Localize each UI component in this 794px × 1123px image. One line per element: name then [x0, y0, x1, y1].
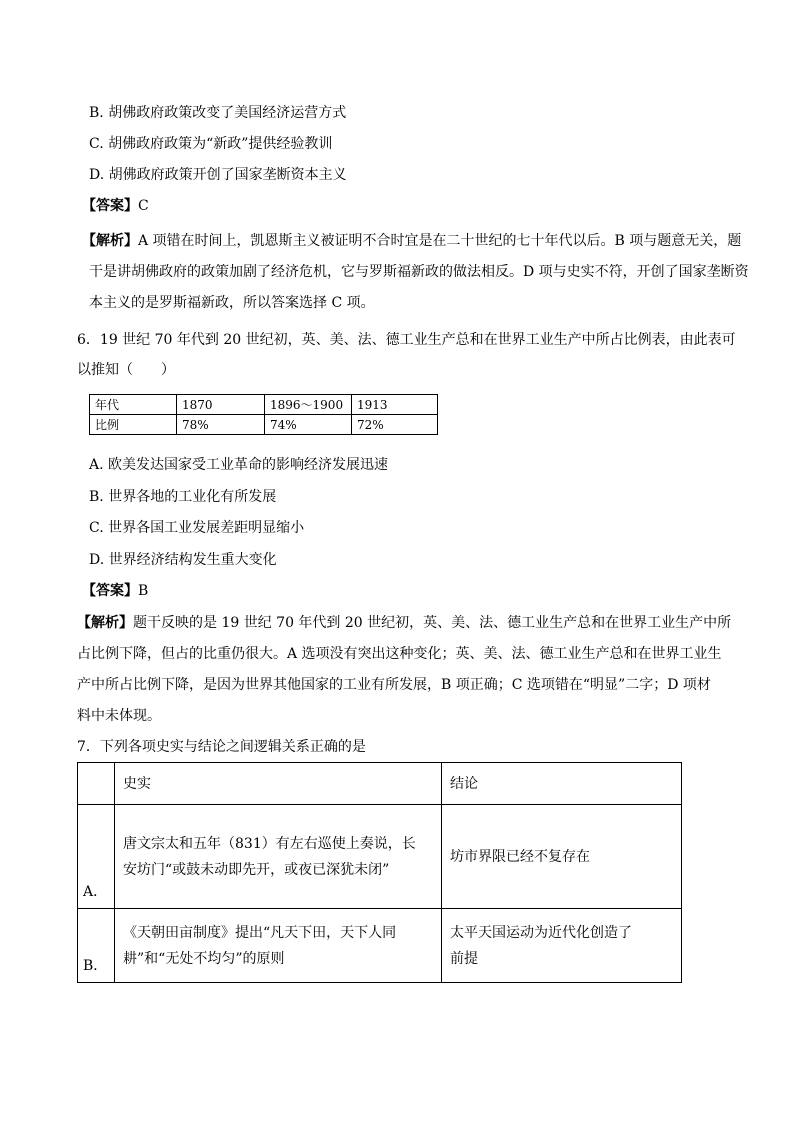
q7-row-b-conclusion-line-2: 前提 — [450, 950, 478, 967]
q5-analysis-line-1 — [82, 231, 741, 251]
q7-row-a-conclusion — [442, 805, 682, 909]
q7-row-b-conclusion — [442, 909, 682, 983]
q5-option-d: D. 胡佛政府政策开创了国家垄断资本主义 — [89, 167, 347, 183]
q7-row-b-fact-line-1: 《天朝田亩制度》提出“凡天下田，天下人同 — [123, 924, 397, 941]
q6-table-ratio-1: 78% — [177, 415, 265, 435]
q5-answer — [82, 196, 149, 216]
q6-table-row-ratios — [90, 415, 438, 435]
q6-option-a: A. 欧美发达国家受工业革命的影响经济发展迅速 — [89, 457, 389, 473]
q7-stem: 7．下列各项史实与结论之间逻辑关系正确的是 — [77, 739, 366, 755]
q5-option-c: C. 胡佛政府政策为“新政”提供经验教训 — [89, 136, 333, 152]
q6-option-c: C. 世界各国工业发展差距明显缩小 — [89, 520, 305, 536]
q5-answer-tag: 【答案】 — [82, 198, 138, 214]
q7-row-a-conclusion-line-1: 坊市界限已经不复存在 — [450, 848, 590, 865]
q6-table-header-label: 年代 — [90, 395, 177, 415]
q5-analysis-line-3: 本主义的是罗斯福新政，所以答案选择 C 项。 — [89, 295, 375, 311]
q5-analysis-line-2: 干是讲胡佛政府的政策加剧了经济危机，它与罗斯福新政的做法相反。D 项与史实不符，开创了国家垄断资 — [89, 264, 749, 280]
q6-stem-line-1: 6．19 世纪 70 年代到 20 世纪初，英、美、法、德工业生产总和在世界工业生产中所占比例表，由此表可 — [77, 332, 736, 348]
q6-table-year-2: 1896～1900 — [265, 395, 352, 415]
q6-option-d: D. 世界经济结构发生重大变化 — [89, 552, 277, 568]
q6-table-row-years — [90, 395, 438, 415]
q7-table-row-a — [78, 805, 682, 909]
q6-stem-line-2: 以推知（ ） — [77, 362, 175, 378]
q7-table-header-fact: 史实 — [115, 763, 442, 805]
q6-table-ratio-3: 72% — [352, 415, 438, 435]
q7-table-header-row — [78, 763, 682, 805]
q5-analysis-tag: 【解析】 — [82, 233, 138, 249]
q6-analysis-line-2: 占比例下降，但占的比重仍很大。A 选项没有突出这种变化；英、美、法、德工业生产总和在世界工业生 — [77, 646, 722, 662]
q7-row-a-fact-line-1: 唐文宗太和五年（831）有左右巡使上奏说，长 — [123, 835, 416, 852]
q7-logic-table — [77, 762, 682, 983]
q7-row-b-conclusion-line-1: 太平天国运动为近代化创造了 — [450, 924, 632, 941]
q6-answer — [82, 581, 148, 601]
q6-table-year-1: 1870 — [177, 395, 265, 415]
q7-table-row-b — [78, 909, 682, 983]
q6-analysis-line-4: 料中未体现。 — [77, 708, 161, 724]
q6-analysis-line-3: 产中所占比例下降，是因为世界其他国家的工业有所发展，B 项正确；C 选项错在“明显”二字；D 项材 — [77, 677, 711, 693]
q7-row-a-fact-line-2: 安坊门“或鼓未动即先开，或夜已深犹未闭” — [123, 861, 390, 878]
q7-row-b-label: B． — [78, 909, 115, 983]
q7-row-a-label: A． — [78, 805, 115, 909]
q7-row-b-fact — [115, 909, 442, 983]
q6-answer-tag: 【答案】 — [82, 583, 138, 599]
q6-ratio-table — [89, 394, 438, 435]
q6-table-ratio-2: 74% — [265, 415, 352, 435]
q6-analysis-line-1 — [77, 613, 731, 633]
q7-table-header-empty — [78, 763, 115, 805]
q6-analysis-text-1: 题干反映的是 19 世纪 70 年代到 20 世纪初，英、美、法、德工业生产总和在世界工业生产中所 — [133, 615, 732, 631]
q5-analysis-text-1: A 项错在时间上，凯恩斯主义被证明不合时宜是在二十世纪的七十年代以后。B 项与题意无关，题 — [138, 233, 742, 249]
q6-table-year-3: 1913 — [352, 395, 438, 415]
q5-option-b: B. 胡佛政府政策改变了美国经济运营方式 — [89, 105, 347, 121]
q7-row-a-fact — [115, 805, 442, 909]
q5-answer-value: C — [138, 198, 149, 214]
q7-row-b-fact-line-2: 耕”和“无处不均匀”的原则 — [123, 950, 285, 967]
q6-option-b: B. 世界各地的工业化有所发展 — [89, 489, 277, 505]
q6-analysis-tag: 【解析】 — [77, 615, 133, 631]
q6-answer-value: B — [138, 583, 149, 599]
q6-table-row-label: 比例 — [90, 415, 177, 435]
q7-table-header-conclusion: 结论 — [442, 763, 682, 805]
